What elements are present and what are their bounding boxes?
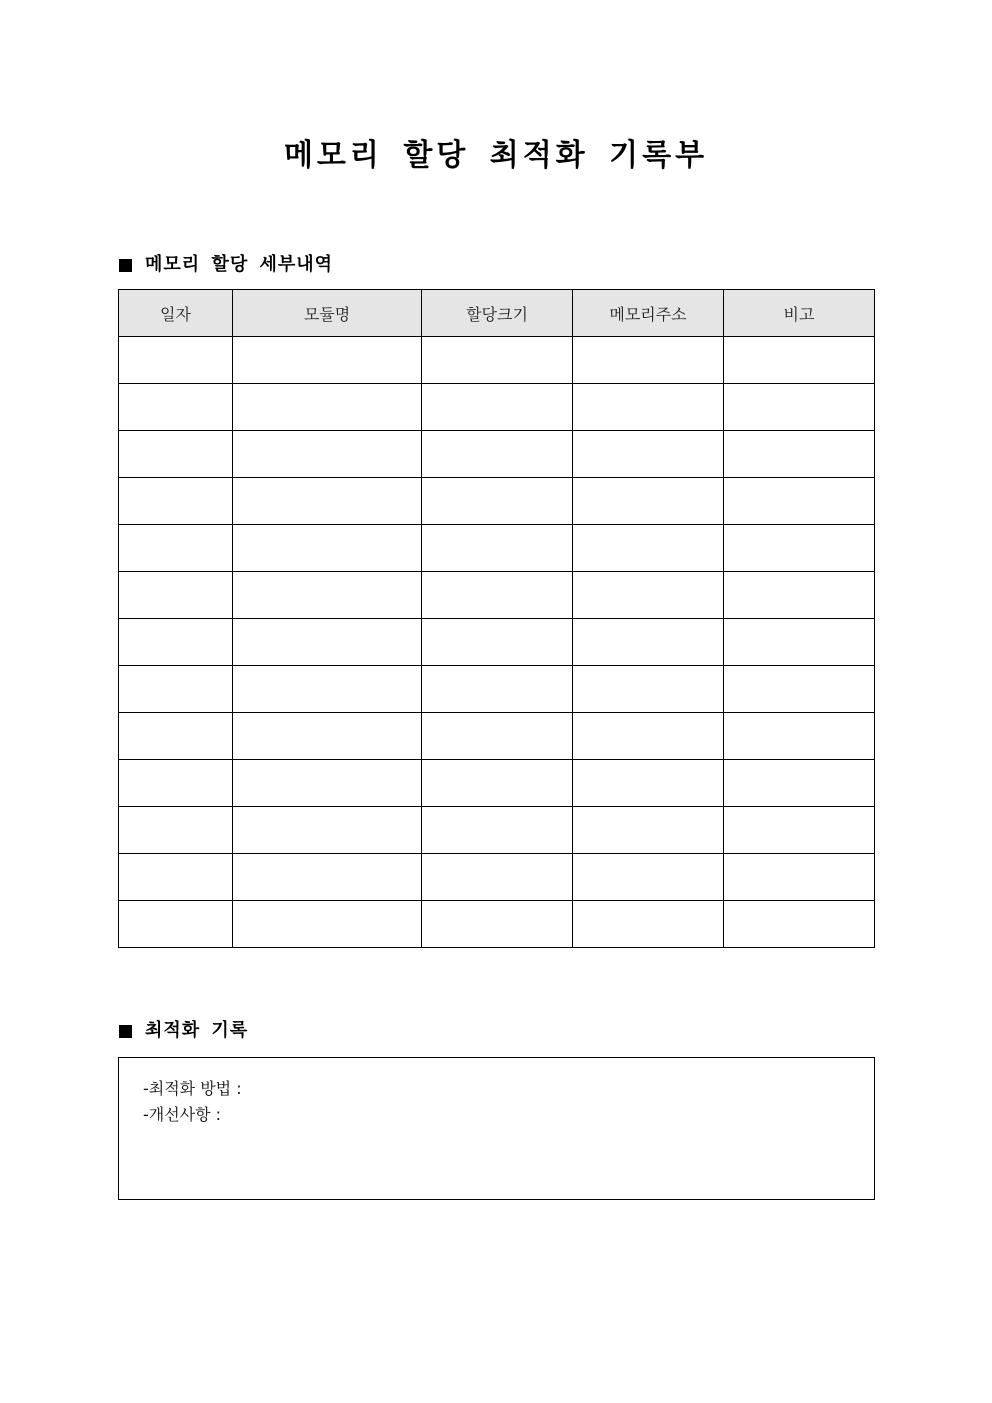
table-row bbox=[119, 901, 875, 948]
note-cell[interactable] bbox=[724, 760, 875, 807]
address-cell[interactable] bbox=[573, 431, 724, 478]
address-cell[interactable] bbox=[573, 337, 724, 384]
table-row bbox=[119, 666, 875, 713]
note-cell[interactable] bbox=[724, 384, 875, 431]
column-header-note: 비고 bbox=[724, 290, 875, 337]
note-cell[interactable] bbox=[724, 854, 875, 901]
note-cell[interactable] bbox=[724, 431, 875, 478]
column-header-date: 일자 bbox=[119, 290, 233, 337]
table-row bbox=[119, 619, 875, 666]
size-cell[interactable] bbox=[422, 619, 573, 666]
table-row bbox=[119, 854, 875, 901]
size-cell[interactable] bbox=[422, 337, 573, 384]
table-row bbox=[119, 337, 875, 384]
module-cell[interactable] bbox=[233, 478, 422, 525]
table-row bbox=[119, 384, 875, 431]
improvement-line: -개선사항 : bbox=[143, 1105, 222, 1124]
address-cell[interactable] bbox=[573, 854, 724, 901]
table-row bbox=[119, 807, 875, 854]
date-cell[interactable] bbox=[119, 666, 233, 713]
note-cell[interactable] bbox=[724, 337, 875, 384]
note-cell[interactable] bbox=[724, 525, 875, 572]
table-body bbox=[119, 337, 875, 948]
module-cell[interactable] bbox=[233, 619, 422, 666]
size-cell[interactable] bbox=[422, 384, 573, 431]
module-cell[interactable] bbox=[233, 901, 422, 948]
column-header-module: 모듈명 bbox=[233, 290, 422, 337]
module-cell[interactable] bbox=[233, 572, 422, 619]
table-row bbox=[119, 431, 875, 478]
table-row bbox=[119, 713, 875, 760]
square-bullet-icon bbox=[119, 259, 132, 272]
date-cell[interactable] bbox=[119, 901, 233, 948]
section-heading-optimization-label: 최적화 기록 bbox=[145, 1020, 249, 1041]
column-header-address: 메모리주소 bbox=[573, 290, 724, 337]
module-cell[interactable] bbox=[233, 666, 422, 713]
size-cell[interactable] bbox=[422, 854, 573, 901]
table-row bbox=[119, 760, 875, 807]
section-heading-optimization bbox=[119, 1018, 248, 1044]
module-cell[interactable] bbox=[233, 431, 422, 478]
date-cell[interactable] bbox=[119, 384, 233, 431]
size-cell[interactable] bbox=[422, 478, 573, 525]
address-cell[interactable] bbox=[573, 666, 724, 713]
page-title: 메모리 할당 최적화 기록부 bbox=[283, 138, 709, 173]
address-cell[interactable] bbox=[573, 525, 724, 572]
note-cell[interactable] bbox=[724, 619, 875, 666]
square-bullet-icon bbox=[119, 1025, 132, 1038]
module-cell[interactable] bbox=[233, 384, 422, 431]
address-cell[interactable] bbox=[573, 572, 724, 619]
date-cell[interactable] bbox=[119, 525, 233, 572]
address-cell[interactable] bbox=[573, 478, 724, 525]
table-row bbox=[119, 572, 875, 619]
size-cell[interactable] bbox=[422, 666, 573, 713]
table-row bbox=[119, 478, 875, 525]
address-cell[interactable] bbox=[573, 384, 724, 431]
table-row bbox=[119, 525, 875, 572]
date-cell[interactable] bbox=[119, 760, 233, 807]
size-cell[interactable] bbox=[422, 431, 573, 478]
date-cell[interactable] bbox=[119, 807, 233, 854]
memory-allocation-table bbox=[118, 289, 875, 948]
column-header-size: 할당크기 bbox=[422, 290, 573, 337]
note-cell[interactable] bbox=[724, 666, 875, 713]
optimization-record-box[interactable] bbox=[118, 1057, 875, 1200]
note-cell[interactable] bbox=[724, 901, 875, 948]
address-cell[interactable] bbox=[573, 713, 724, 760]
note-cell[interactable] bbox=[724, 713, 875, 760]
date-cell[interactable] bbox=[119, 478, 233, 525]
size-cell[interactable] bbox=[422, 760, 573, 807]
size-cell[interactable] bbox=[422, 572, 573, 619]
module-cell[interactable] bbox=[233, 760, 422, 807]
size-cell[interactable] bbox=[422, 807, 573, 854]
section-heading-detail bbox=[119, 252, 333, 278]
date-cell[interactable] bbox=[119, 713, 233, 760]
address-cell[interactable] bbox=[573, 760, 724, 807]
date-cell[interactable] bbox=[119, 572, 233, 619]
size-cell[interactable] bbox=[422, 713, 573, 760]
table-header-row bbox=[119, 290, 875, 337]
date-cell[interactable] bbox=[119, 337, 233, 384]
date-cell[interactable] bbox=[119, 854, 233, 901]
size-cell[interactable] bbox=[422, 525, 573, 572]
module-cell[interactable] bbox=[233, 854, 422, 901]
address-cell[interactable] bbox=[573, 901, 724, 948]
size-cell[interactable] bbox=[422, 901, 573, 948]
note-cell[interactable] bbox=[724, 572, 875, 619]
note-cell[interactable] bbox=[724, 478, 875, 525]
address-cell[interactable] bbox=[573, 619, 724, 666]
section-heading-detail-label: 메모리 할당 세부내역 bbox=[145, 254, 334, 275]
module-cell[interactable] bbox=[233, 337, 422, 384]
address-cell[interactable] bbox=[573, 807, 724, 854]
optimization-method-line: -최적화 방법 : bbox=[143, 1079, 242, 1098]
date-cell[interactable] bbox=[119, 619, 233, 666]
module-cell[interactable] bbox=[233, 713, 422, 760]
module-cell[interactable] bbox=[233, 525, 422, 572]
note-cell[interactable] bbox=[724, 807, 875, 854]
module-cell[interactable] bbox=[233, 807, 422, 854]
date-cell[interactable] bbox=[119, 431, 233, 478]
